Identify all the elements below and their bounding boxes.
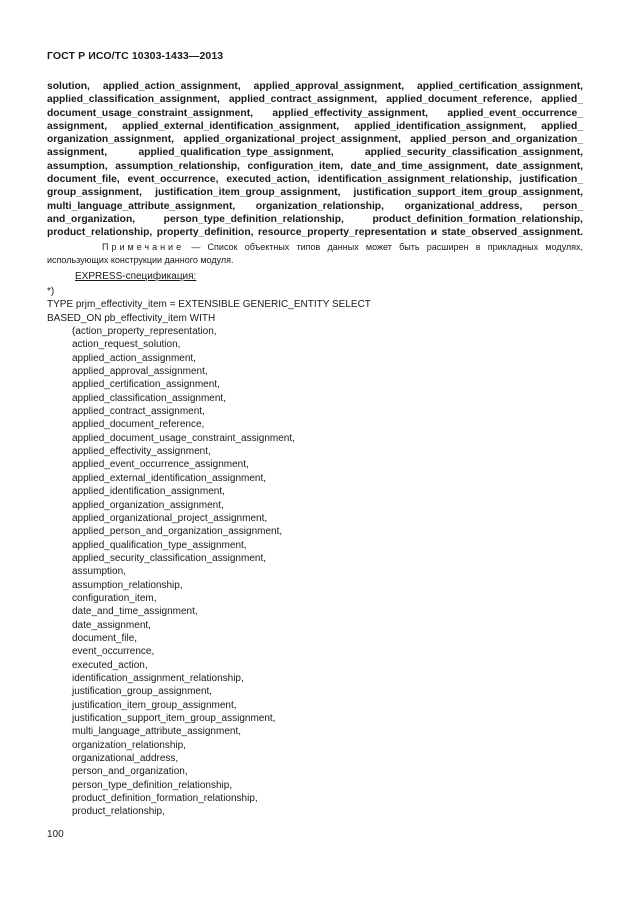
express-spec-label: EXPRESS-спецификация:	[75, 271, 197, 282]
paragraph-line: document_file, event_occurrence, executed_action, identification_assignment_relationship, justification_	[47, 174, 583, 186]
code-item: organizational_address,	[72, 753, 179, 765]
note-line	[47, 241, 583, 254]
code-item: executed_action,	[72, 659, 148, 671]
paragraph-line: product_relationship, property_definition, resource_property_representation и state_observed_assignment.	[47, 227, 583, 239]
paragraph-line: document_usage_constraint_assignment, applied_effectivity_assignment, applied_event_occurrence_	[47, 107, 583, 119]
select-types-paragraph	[47, 80, 583, 240]
paragraph-line: multi_language_attribute_assignment, organization_relationship, organizational_address, person_	[47, 200, 583, 212]
paragraph-line: assignment, applied_external_identification_assignment, applied_identification_assignment, applied_	[47, 120, 583, 132]
code-item: action_request_solution,	[72, 339, 181, 351]
paragraph-line: assignment, applied_qualification_type_assignment, applied_security_classification_assignment,	[47, 147, 583, 159]
code-line: *)	[47, 286, 55, 297]
code-item: applied_document_usage_constraint_assignment,	[72, 432, 295, 444]
code-item: event_occurrence,	[72, 646, 155, 658]
page-number: 100	[47, 829, 64, 840]
code-item: applied_security_classification_assignment,	[72, 552, 266, 564]
code-item: applied_action_assignment,	[72, 352, 196, 364]
code-item: applied_approval_assignment,	[72, 366, 208, 378]
code-line: TYPE prjm_effectivity_item = EXTENSIBLE GENERIC_ENTITY SELECT	[47, 299, 371, 311]
code-item: applied_document_reference,	[72, 419, 205, 431]
code-item: applied_certification_assignment,	[72, 379, 220, 391]
code-item: configuration_item,	[72, 592, 157, 604]
code-item: document_file,	[72, 632, 138, 644]
code-item: applied_classification_assignment,	[72, 392, 226, 404]
code-item: person_and_organization,	[72, 766, 188, 778]
code-item: assumption,	[72, 566, 126, 578]
code-item: (action_property_representation,	[72, 326, 217, 338]
code-item: applied_contract_assignment,	[72, 406, 205, 418]
paragraph-line: solution, applied_action_assignment, applied_approval_assignment, applied_certification_assignment,	[47, 81, 583, 92]
code-item: justification_support_item_group_assignment,	[72, 713, 276, 724]
code-item: person_type_definition_relationship,	[72, 779, 233, 791]
code-item: product_relationship,	[72, 806, 165, 818]
code-item: applied_effectivity_assignment,	[72, 446, 211, 458]
code-item: applied_organization_assignment,	[72, 499, 224, 511]
paragraph-line: group_assignment, justification_item_group_assignment, justification_support_item_group_assignment,	[47, 187, 583, 199]
code-line: BASED_ON pb_effectivity_item WITH	[47, 312, 216, 324]
paragraph-line: organization_assignment, applied_organizational_project_assignment, applied_person_and_organization_	[47, 134, 583, 146]
document-header: ГОСТ Р ИСО/ТС 10303-1433—2013	[47, 50, 224, 62]
paragraph-line: assumption, assumption_relationship, configuration_item, date_and_time_assignment, date_assignment,	[47, 160, 583, 172]
code-item: date_and_time_assignment,	[72, 606, 198, 618]
code-item: applied_event_occurrence_assignment,	[72, 459, 249, 471]
note-text: — Список объектных типов данных может быть расширен в прикладных модулях,	[191, 242, 583, 252]
paragraph-line: and_organization, person_type_definition_relationship, product_definition_formation_relationship,	[47, 213, 583, 225]
code-item: applied_qualification_type_assignment,	[72, 539, 247, 551]
note-line: использующих конструкции данного модуля.	[47, 254, 234, 265]
code-item: justification_group_assignment,	[72, 686, 213, 698]
code-item: date_assignment,	[72, 619, 151, 631]
code-item: organization_relationship,	[72, 739, 186, 751]
code-item: product_definition_formation_relationship,	[72, 793, 258, 805]
code-item: multi_language_attribute_assignment,	[72, 726, 241, 738]
code-item: applied_external_identification_assignment,	[72, 472, 267, 484]
code-item: applied_organizational_project_assignment,	[72, 512, 268, 524]
code-item: justification_item_group_assignment,	[72, 699, 237, 711]
code-item: identification_assignment_relationship,	[72, 672, 244, 684]
code-item: applied_identification_assignment,	[72, 486, 225, 498]
note-label: Примечание	[102, 242, 185, 252]
paragraph-line: applied_classification_assignment, applied_contract_assignment, applied_document_reference, applied_	[47, 94, 583, 106]
note-block	[47, 241, 583, 266]
express-code-block	[47, 285, 371, 819]
code-item: applied_person_and_organization_assignment,	[72, 526, 283, 538]
code-item: assumption_relationship,	[72, 579, 183, 591]
